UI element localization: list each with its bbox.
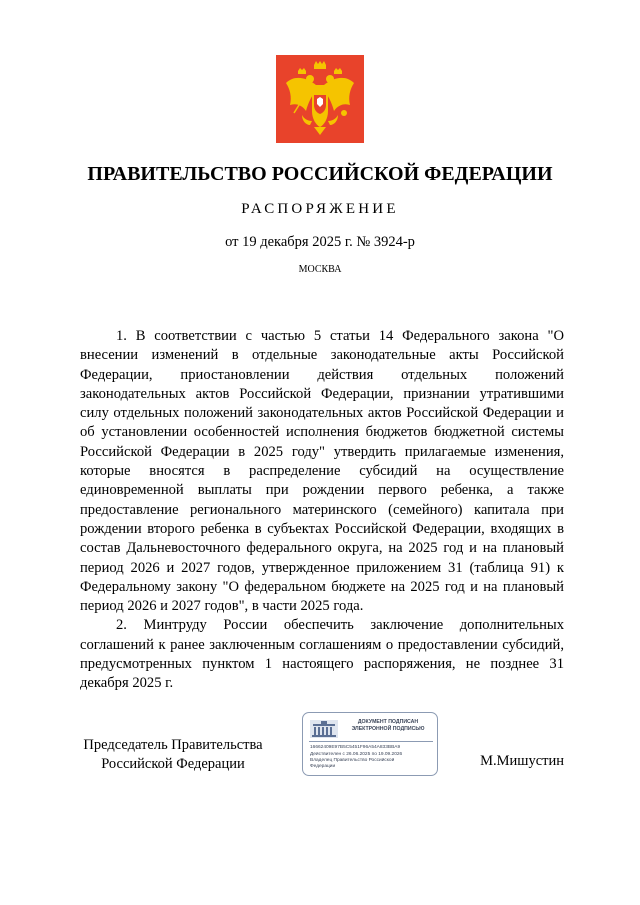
document-type: РАСПОРЯЖЕНИЕ <box>241 201 399 217</box>
signatory-position-line-1: Председатель Правительства <box>83 737 263 753</box>
document-date-number: от 19 декабря 2025 г. № 3924-р <box>225 234 415 250</box>
stamp-divider <box>309 741 433 742</box>
stamp-heading-line-2: ЭЛЕКТРОННОЙ ПОДПИСЬЮ <box>351 725 425 732</box>
stamp-owner-line-2: Федерации <box>310 764 336 769</box>
coat-of-arms-icon <box>276 55 364 143</box>
stamp-certificate: 16662409E97B5C5451F96A54A833BBA9 <box>310 745 401 750</box>
stamp-owner-line-1: Владелец Правительство Российской <box>310 758 395 763</box>
paragraph-1: 1. В соответствии с частью 5 статьи 14 Федерального закона "О внесении изменений в отдельные законодательные акты Российской Федерации, приостановлении действия отдельных положений законодательных актов Российской Федерации, признании утратившими силу отдельных положений законодательных актов Российской Федерации и об установлении особенностей исполнения бюджетов бюджетной системы Российской Федерации в 2025 году" утвердить прилагаемые изменения, которые вносятся в распределение субсидий на осуществление единовременной выплаты при рождении первого ребенка, а также предоставление регионального материнского (семейного) капитала при рождении второго ребенка в субъектах Российской Федерации, входящих в состав Дальневосточного федерального округа, на 2025 год и на плановый период 2026 и 2027 годов, утвержденное приложением 31 (таблица 91) к Федеральному закону "О федеральном бюджете на 2025 год и на плановый период 2026 и 2027 годов", в части 2025 года. <box>80 328 564 615</box>
stamp-validity: Действителен с 26.06.2025 по 19.09.2026 <box>310 752 403 757</box>
paragraph-2: 2. Минтруду России обеспечить заключение дополнительных соглашений к ранее заключенным соглашениям о предоставлении субсидий, предусмотренных пунктом 1 настоящего распоряжения, не позднее 31 декабря 2025 г. <box>80 617 564 692</box>
signatory-name: М.Мишустин <box>480 753 564 769</box>
government-title: ПРАВИТЕЛЬСТВО РОССИЙСКОЙ ФЕДЕРАЦИИ <box>87 163 553 185</box>
signatory-position <box>78 736 268 774</box>
document-city: МОСКВА <box>298 264 342 275</box>
electronic-signature-stamp <box>302 712 438 776</box>
stamp-heading-line-1: ДОКУМЕНТ ПОДПИСАН <box>357 719 419 725</box>
document-body <box>80 327 564 694</box>
stamp-heading <box>341 719 435 732</box>
government-building-icon <box>309 719 339 739</box>
signatory-position-line-2: Российской Федерации <box>101 756 245 772</box>
